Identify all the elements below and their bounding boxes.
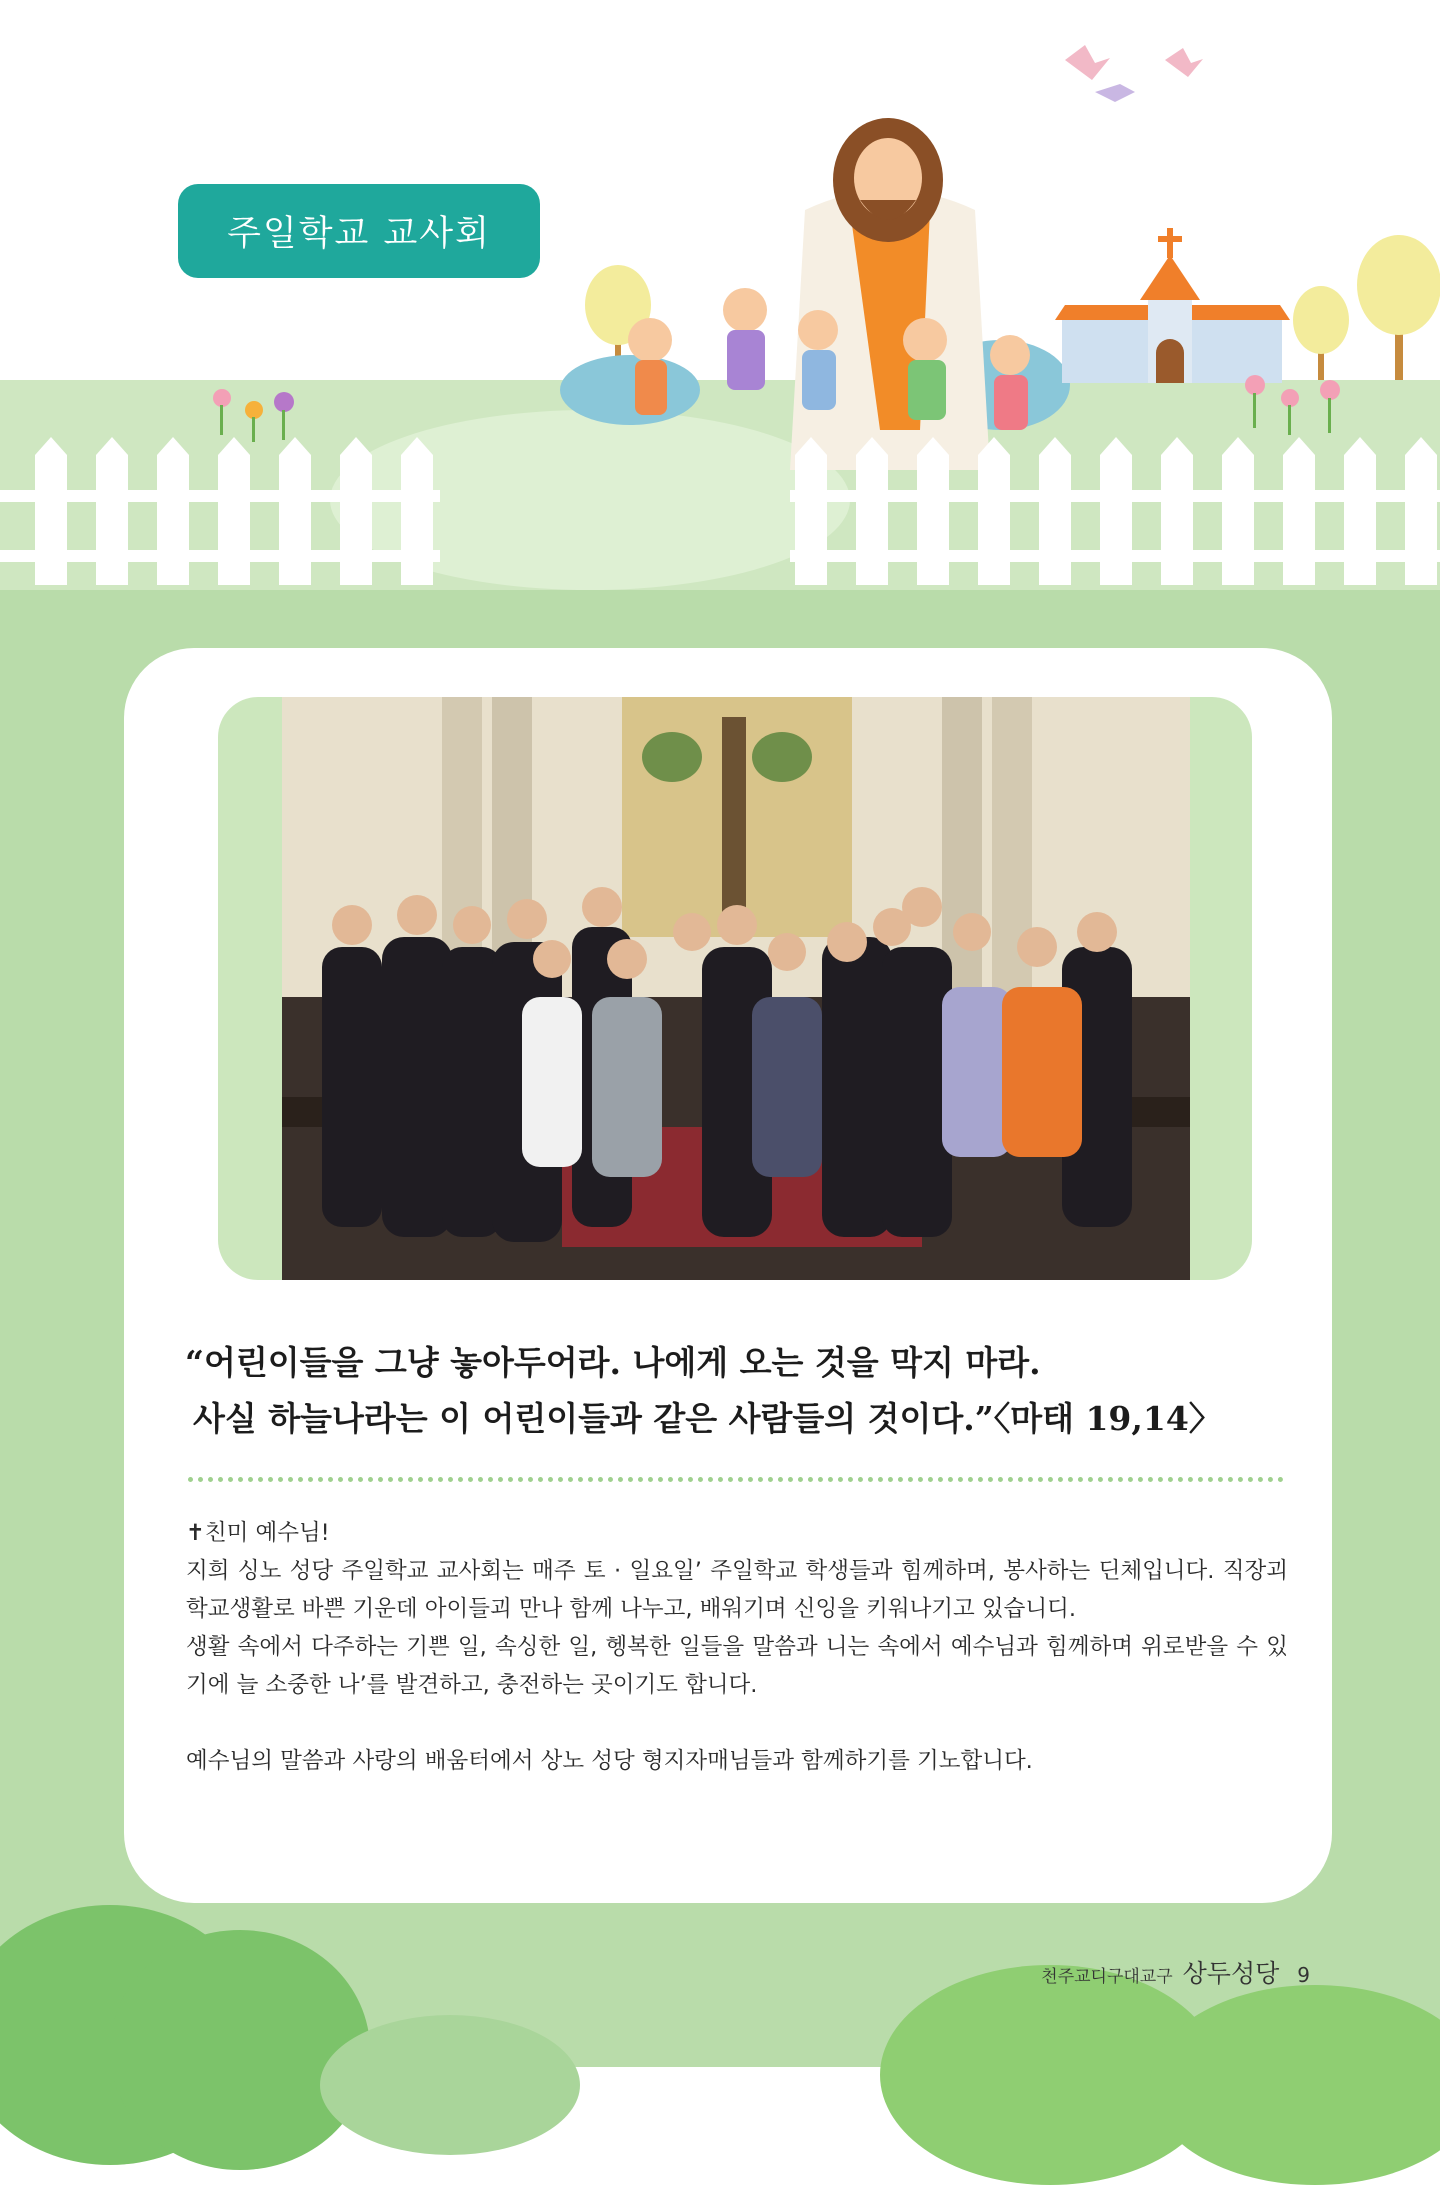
section-title: 주일학교 교사회: [178, 184, 540, 278]
dotted-divider: [188, 1477, 1284, 1482]
birds-icon: [1065, 45, 1203, 102]
footer-org: 천주교디구대교구: [1041, 1967, 1173, 1987]
paragraph-1: 지희 싱노 성당 주일학교 교사회는 매주 토 · 일요일’ 주일학교 학생들과 힘께하며, 봉사하는 딘체입니다. 직장괴 학교생활로 바쁜 기운데 아이들괴 만나 함께 나누고, 배워기며 신잉을 키워나기고 있습니디.: [186, 1558, 1288, 1622]
paragraph-3: 예수님의 말씀과 사랑의 배움터에서 상노 성당 형지자매님들과 함께하기를 기노합니다.: [186, 1748, 1033, 1774]
page-footer: [1041, 1954, 1310, 1990]
quote-line-1: “어린이들을 그냥 놓아두어라. 나에게 오는 것을 막지 마라.: [185, 1343, 1041, 1382]
jesus-figure-icon: [790, 118, 990, 470]
quote-line-2: 사실 하늘나라는 이 어린이들과 같은 사람들의 것이다.”〈마태 19,14〉: [193, 1399, 1222, 1438]
group-photo: [282, 697, 1190, 1280]
fence-left: [0, 455, 440, 590]
church-icon: [1055, 228, 1290, 383]
fence-right: [790, 455, 1440, 590]
flowers-icon: [213, 375, 1340, 442]
paragraph-2: 생활 속에서 다주하는 기쁜 일, 속싱한 일, 헹복한 일들을 말씀과 니는 속에서 예수님과 힘께하며 위로받을 수 있기에 늘 소중한 나’를 발견하고, 충전하는 곳이기도 합니다.: [186, 1634, 1288, 1698]
greeting: ✝친미 예수님!: [186, 1520, 330, 1546]
body-text: [186, 1514, 1288, 1780]
bible-quote: [185, 1335, 1285, 1447]
footer-parish: 상두성당: [1182, 1959, 1280, 1988]
page-number: 9: [1297, 1963, 1310, 1987]
